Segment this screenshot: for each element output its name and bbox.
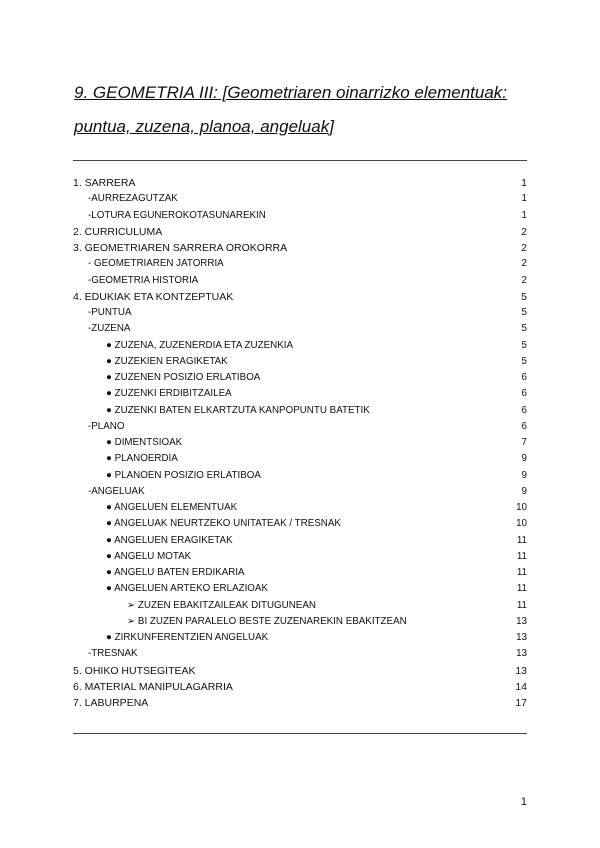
toc-entry-label: - GEOMETRIAREN JATORRIA <box>88 258 224 270</box>
toc-entry[interactable] <box>73 581 527 597</box>
toc-entry-label: -PLANO <box>88 420 125 432</box>
toc-entry-label: ● ZIRKUNFERENTZIEN ANGELUAK <box>106 632 269 643</box>
toc-entry-page: 6 <box>521 404 527 416</box>
toc-entry-label: ➢ BI ZUZEN PARALELO BESTE ZUZENAREKIN EBAKITZEAN <box>127 615 407 627</box>
toc-entry[interactable] <box>73 305 527 321</box>
toc-entry[interactable] <box>73 695 527 711</box>
toc-entry-page: 5 <box>521 355 527 367</box>
toc-entry[interactable] <box>73 175 527 191</box>
toc-entry-page: 6 <box>521 372 527 383</box>
toc-entry[interactable] <box>73 468 527 484</box>
toc-entry[interactable] <box>73 370 527 386</box>
toc-entry[interactable] <box>73 321 527 337</box>
toc-entry-label: 7. LABURPENA <box>73 697 149 709</box>
toc-entry-page: 11 <box>516 534 527 546</box>
toc-entry-label: -ANGELUAK <box>88 485 145 497</box>
toc-entry-label: ● DIMENTSIOAK <box>106 437 183 448</box>
toc-entry-label: 5. OHIKO HUTSEGITEAK <box>73 664 196 677</box>
toc-entry-page: 11 <box>516 599 527 611</box>
toc-entry-label: ● ANGELUEN ELEMENTUAK <box>106 502 238 513</box>
toc-entry-label: ● ANGELU BATEN ERDIKARIA <box>106 567 245 578</box>
page-number: 1 <box>520 796 527 808</box>
toc-entry-label: ● ANGELUAK NEURTZEKO UNITATEAK / TRESNAK <box>106 518 341 530</box>
toc-entry-label: -PUNTUA <box>88 307 132 318</box>
toc-entry[interactable] <box>73 256 527 272</box>
toc-entry-page: 9 <box>521 453 527 465</box>
toc-entry-label: ● ZUZENKI ERDIBITZAILEA <box>106 388 232 400</box>
toc-entry-label: 2. CURRICULUMA <box>73 225 163 238</box>
top-divider <box>73 160 527 161</box>
toc-entry[interactable] <box>73 549 527 565</box>
toc-entry[interactable] <box>73 484 527 500</box>
toc-entry-label: 3. GEOMETRIAREN SARRERA OROKORRA <box>73 242 288 254</box>
toc-entry-label: -AURREZAGUTZAK <box>88 193 178 205</box>
toc-entry-label: -TRESNAK <box>88 648 138 660</box>
toc-entry[interactable] <box>73 533 527 549</box>
toc-entry-page: 2 <box>521 242 527 254</box>
toc-entry[interactable] <box>73 338 527 354</box>
toc-entry[interactable] <box>73 565 527 581</box>
page-title: 9. GEOMETRIA III: [Geometriaren oinarrizko elementuak: puntua, zuzena, planoa, angeluak] <box>74 83 508 136</box>
toc-entry[interactable] <box>73 679 527 695</box>
toc-entry-page: 13 <box>516 632 527 643</box>
toc-entry-page: 10 <box>516 502 527 513</box>
toc-entry-page: 7 <box>521 437 527 448</box>
toc-entry[interactable] <box>73 435 527 451</box>
toc-entry-page: 14 <box>515 680 527 693</box>
toc-entry[interactable] <box>73 403 527 419</box>
toc-entry-page: 5 <box>521 307 527 318</box>
toc-entry[interactable] <box>73 646 527 662</box>
toc-entry[interactable] <box>73 516 527 532</box>
toc-entry[interactable] <box>73 614 527 630</box>
toc-entry-page: 11 <box>516 583 527 595</box>
toc-entry-page: 1 <box>521 177 527 189</box>
toc-entry-page: 2 <box>521 225 527 238</box>
toc-entry-page: 9 <box>521 485 527 497</box>
toc-entry-page: 10 <box>516 518 527 530</box>
toc-entry[interactable] <box>73 289 527 305</box>
toc-entry-label: ● ZUZEKIEN ERAGIKETAK <box>106 355 228 367</box>
toc-entry-page: 5 <box>521 290 527 303</box>
toc-entry-page: 13 <box>516 615 527 627</box>
toc-entry-page: 17 <box>515 697 527 709</box>
toc-entry[interactable] <box>73 630 527 646</box>
toc-entry-page: 11 <box>516 550 527 562</box>
toc-entry-page: 6 <box>521 388 527 400</box>
toc-entry-page: 5 <box>521 339 527 351</box>
toc-entry[interactable] <box>73 419 527 435</box>
toc-entry-label: ● ZUZENA, ZUZENERDIA ETA ZUZENKIA <box>106 339 293 351</box>
toc-entry-page: 5 <box>521 323 527 335</box>
toc-entry-page: 9 <box>521 469 527 481</box>
toc-entry-label: ● PLANOEN POSIZIO ERLATIBOA <box>106 469 261 481</box>
toc-entry-label: ● ANGELUEN ERAGIKETAK <box>106 534 233 546</box>
toc-entry-label: ● ZUZENKI BATEN ELKARTZUTA KANPOPUNTU BATETIK <box>106 404 370 416</box>
toc-entry-page: 1 <box>521 193 527 205</box>
toc-entry[interactable] <box>73 598 527 614</box>
toc-entry-label: -ZUZENA <box>88 323 131 335</box>
toc-entry[interactable] <box>73 224 527 240</box>
toc-entry[interactable] <box>73 451 527 467</box>
toc-entry-label: ● ANGELU MOTAK <box>106 550 192 562</box>
bottom-divider <box>73 733 527 734</box>
toc-entry[interactable] <box>73 663 527 679</box>
toc-entry-page: 11 <box>516 567 527 578</box>
toc-entry-label: ➢ ZUZEN EBAKITZAILEAK DITUGUNEAN <box>127 599 316 611</box>
toc-entry-page: 1 <box>521 209 527 221</box>
toc-entry-page: 6 <box>521 420 527 432</box>
toc-entry-page: 2 <box>521 258 527 270</box>
toc-entry[interactable] <box>73 354 527 370</box>
toc-entry-label: ● ANGELUEN ARTEKO ERLAZIOAK <box>106 583 268 595</box>
toc-entry[interactable] <box>73 191 527 207</box>
toc-entry-page: 13 <box>516 648 527 660</box>
toc-entry-page: 2 <box>521 274 527 286</box>
toc-entry-label: 4. EDUKIAK ETA KONTZEPTUAK <box>73 290 234 303</box>
toc-entry[interactable] <box>73 500 527 516</box>
toc-entry-label: 1. SARRERA <box>73 177 136 189</box>
toc-entry-page: 13 <box>515 664 527 677</box>
toc-entry-label: 6. MATERIAL MANIPULAGARRIA <box>73 680 233 693</box>
table-of-contents <box>73 175 527 711</box>
toc-entry-label: ● PLANOERDIA <box>106 453 178 465</box>
toc-entry[interactable] <box>73 208 527 224</box>
toc-entry[interactable] <box>73 240 527 256</box>
toc-entry-label: -LOTURA EGUNEROKOTASUNAREKIN <box>88 209 266 221</box>
toc-entry-label: ● ZUZENEN POSIZIO ERLATIBOA <box>106 372 261 383</box>
toc-entry-label: -GEOMETRIA HISTORIA <box>88 274 199 286</box>
toc-entry[interactable] <box>73 273 527 289</box>
toc-entry[interactable] <box>73 386 527 402</box>
